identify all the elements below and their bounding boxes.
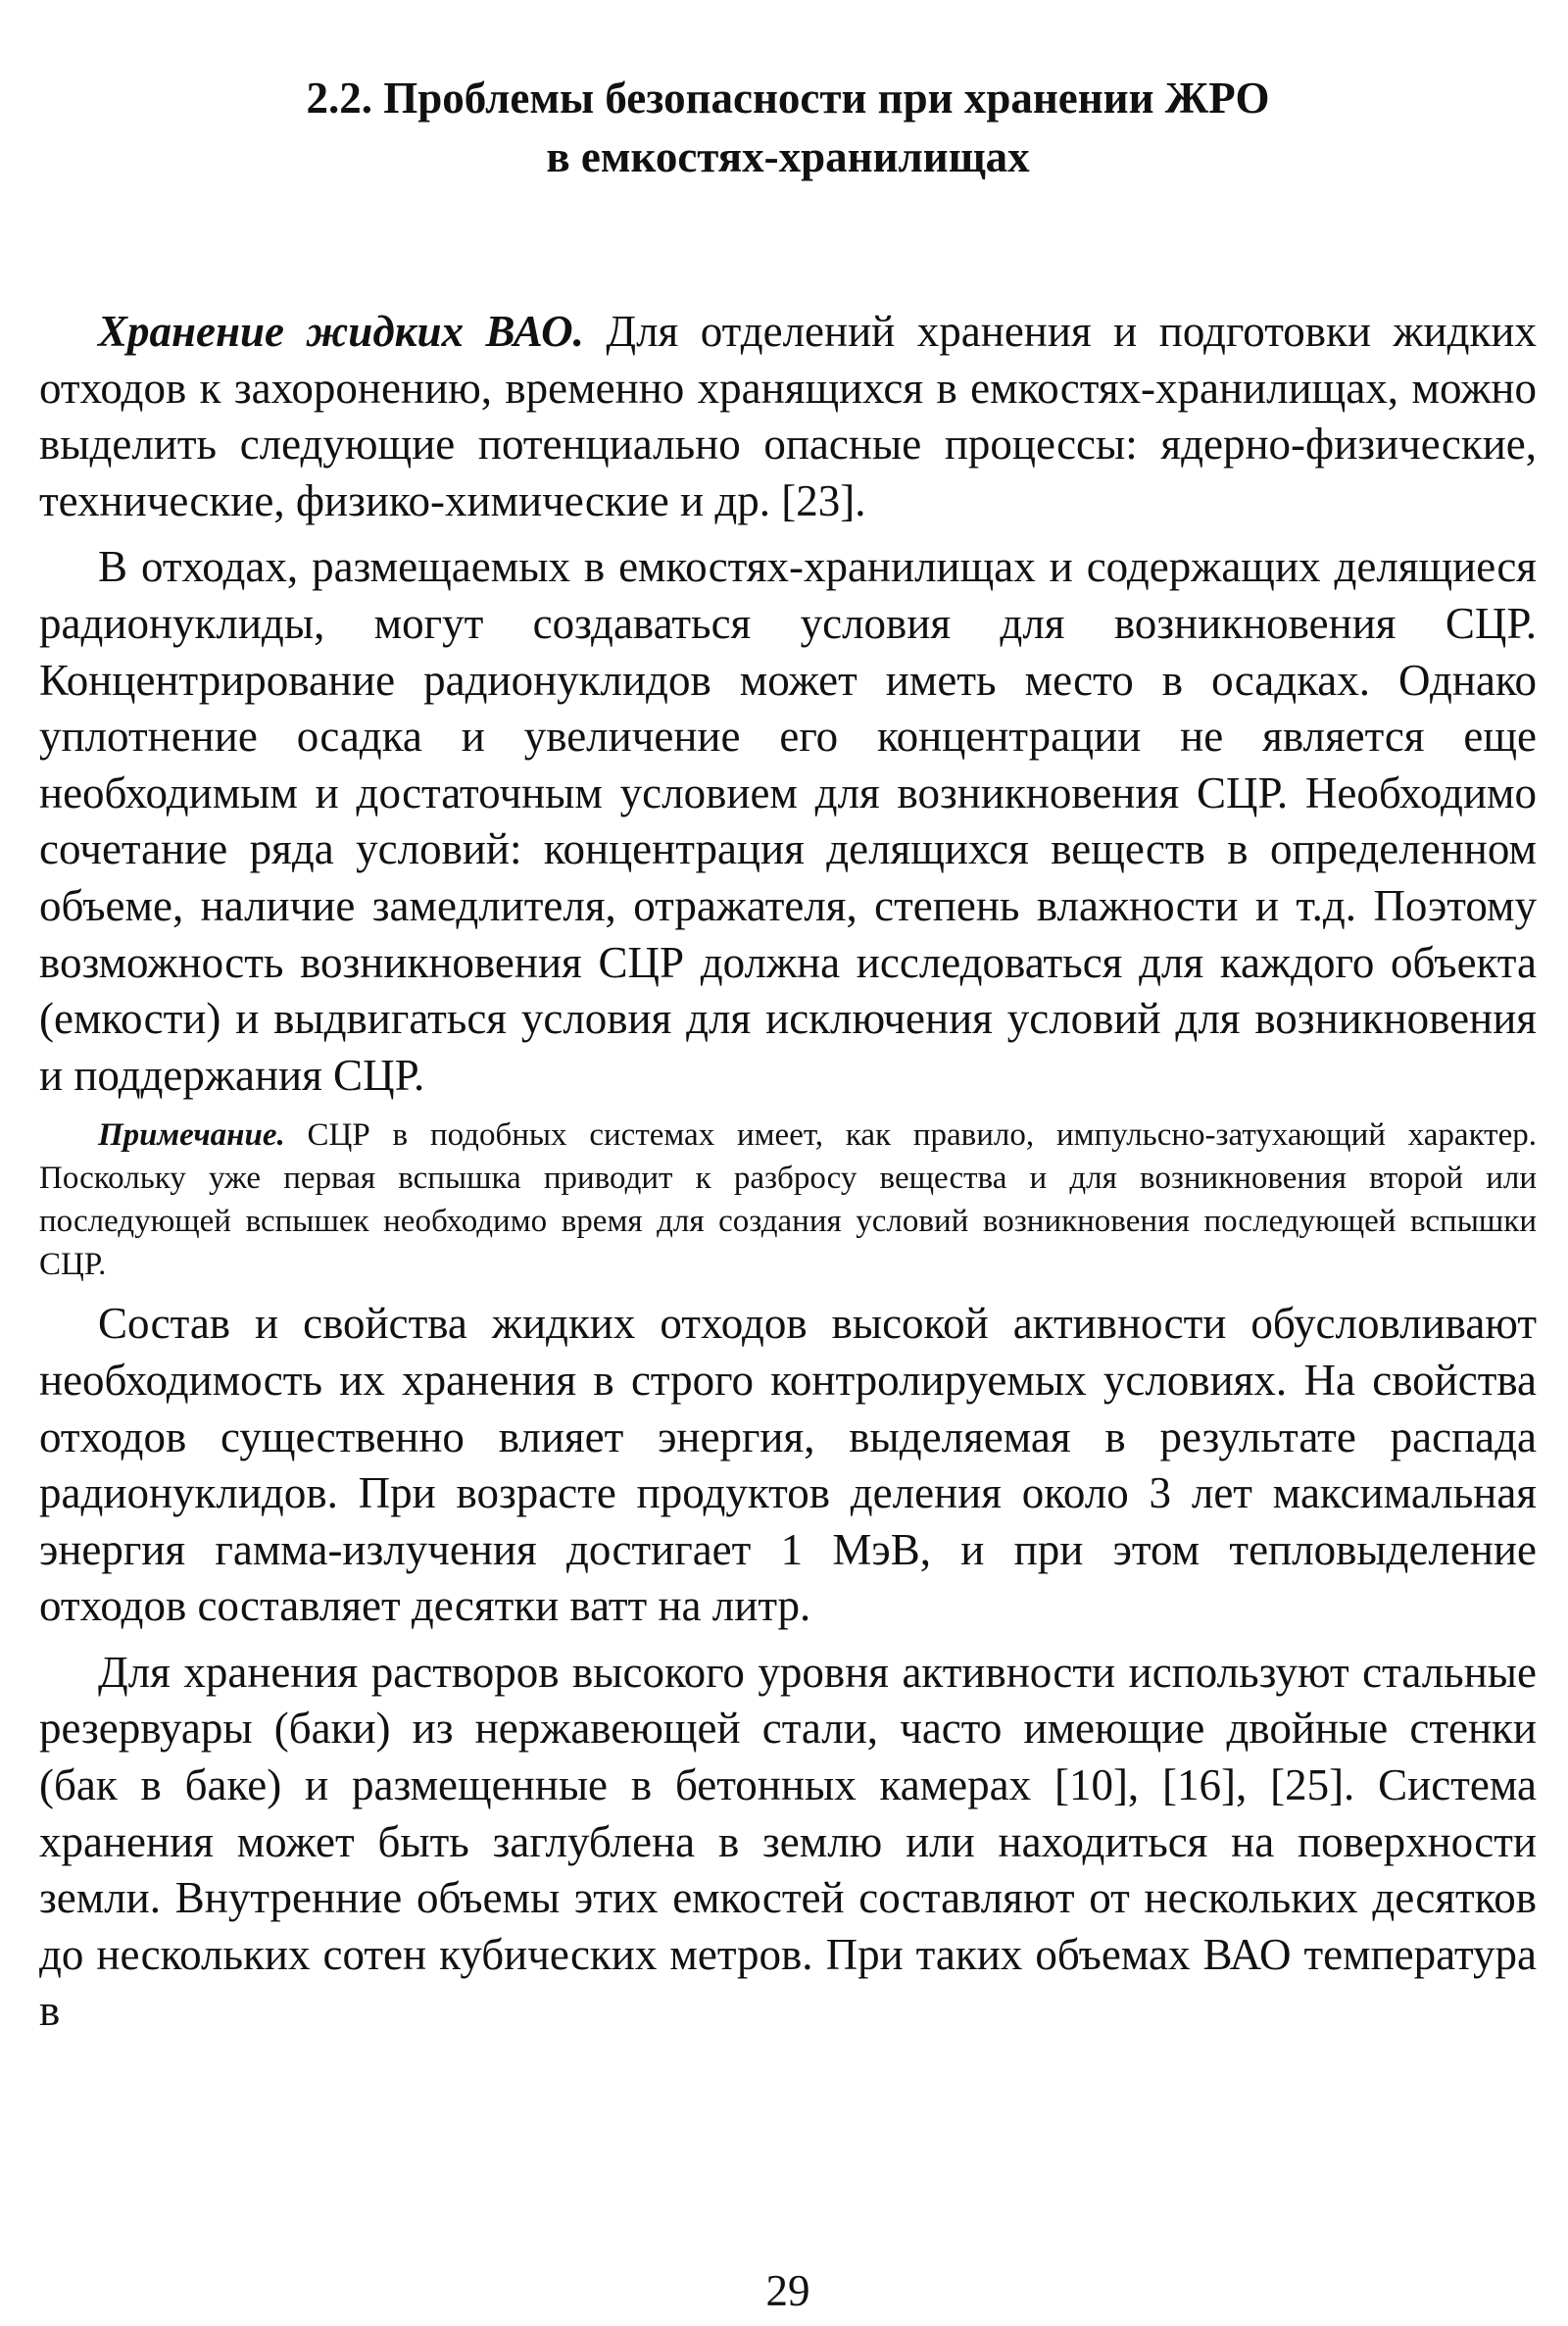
paragraph-1 <box>39 304 1537 529</box>
paragraph-text: Для отделений хранения и подготовки жидких отходов к захоронению, временно хранящихся в емкостях-хранилищах, можно выделить следующие потенциально опасные процессы: ядерно-физические, технические, физико-химические и др. [23]. <box>39 307 1537 525</box>
page-number: 29 <box>765 2266 810 2315</box>
note-label: Примечание. <box>98 1117 285 1154</box>
note-text: СЦР в подобных системах имеет, как правило, импульсно-затухающий характер. Поскольку уже первая вспышка приводит к разбросу вещества и для возникновения второй или последующей вспышек необходимо время для создания условий возникновения последующей вспышки СЦР. <box>39 1117 1537 1283</box>
paragraph-2: В отходах, размещаемых в емкостях-хранилищах и содержащих делящиеся радионуклиды, могут создаваться условия для возникновения СЦР. Концентрирование радионуклидов может иметь место в осадках. Однако уплотнение осадка и увеличение его концентрации не является еще необходимым и достаточным условием для возникновения СЦР. Необходимо сочетание ряда условий: концентрация делящихся веществ в определенном объеме, наличие замедлителя, отражателя, степень влажности и т.д. Поэтому возможность возникновения СЦР должна исследоваться для каждого объекта (емкости) и выдвигаться условия для исключения условий для возникновения и поддержания СЦР. <box>39 542 1537 1100</box>
note-block <box>39 1114 1537 1286</box>
section-title <box>39 69 1537 186</box>
section-title-line-1: 2.2. Проблемы безопасности при хранении ЖРО <box>306 74 1270 123</box>
paragraph-lead: Хранение жидких ВАО. <box>98 307 584 356</box>
paragraph-4: Для хранения растворов высокого уровня активности используют стальные резервуары (баки) из нержавеющей стали, часто имеющие двойные стенки (бак в баке) и размещенные в бетонных камерах [10], [16], [25]. Система хранения может быть заглублена в землю или находиться на поверхности земли. Внутренние объемы этих емкостей составляют от нескольких десятков до нескольких сотен кубических метров. При таких объемах ВАО температура в <box>39 1647 1537 2036</box>
section-title-line-2: в емкостях-хранилищах <box>546 132 1030 181</box>
document-page <box>39 69 1537 2315</box>
paragraph-3: Состав и свойства жидких отходов высокой активности обусловливают необходимость их хранения в строго контролируемых условиях. На свойства отходов существенно влияет энергия, выделяемая в результате распада радионуклидов. При возрасте продуктов деления около 3 лет максимальная энергия гамма-излучения достигает 1 МэВ, и при этом тепловыделение отходов составляет десятки ватт на литр. <box>39 1299 1537 1631</box>
